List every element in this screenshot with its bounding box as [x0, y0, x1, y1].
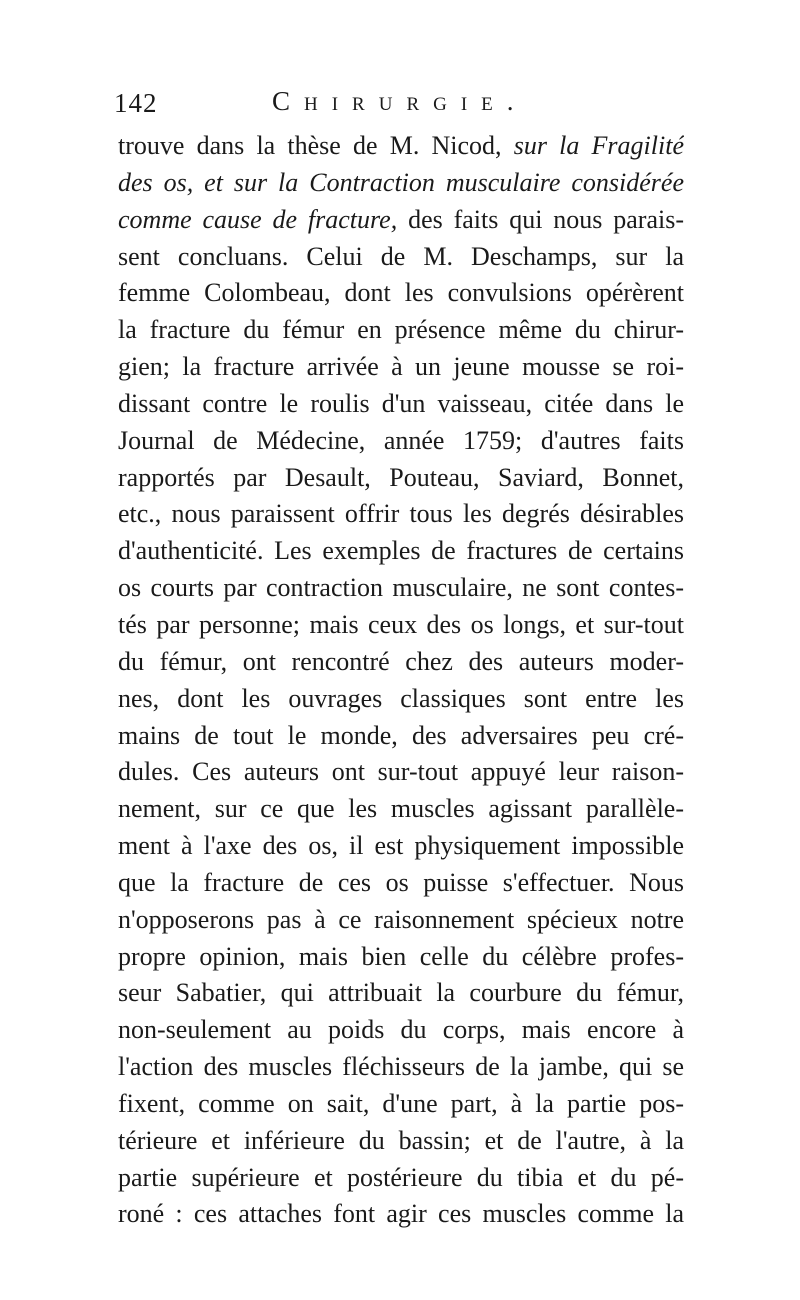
text-line — [118, 386, 684, 423]
italic-text: sur la Fragilité — [513, 131, 684, 160]
text-line — [118, 939, 684, 976]
text-line — [118, 275, 684, 312]
text-segment: térieure et inférieure du bassin; et de l'autre, à la — [118, 1125, 684, 1155]
text-segment: n'opposerons pas à ce raisonnement spécieux notre — [118, 904, 684, 934]
text-line — [118, 1012, 684, 1049]
text-line — [118, 570, 684, 607]
text-line — [118, 1123, 684, 1160]
text-segment: mains de tout le monde, des adversaires peu cré- — [118, 720, 684, 750]
text-line — [118, 681, 684, 718]
text-segment: sent concluans. Celui de M. Deschamps, sur la — [118, 241, 684, 271]
text-segment: que la fracture de ces os puisse s'effectuer. Nous — [118, 867, 684, 897]
text-segment: seur Sabatier, qui attribuait la courbure du fémur, — [118, 978, 684, 1008]
text-segment: dules. Ces auteurs ont sur-tout appuyé leur raison- — [118, 757, 684, 787]
page-number: 142 — [114, 88, 158, 118]
text-segment: non-seulement au poids du corps, mais encore à — [118, 1015, 684, 1045]
text-line — [118, 828, 684, 865]
text-line — [118, 902, 684, 939]
text-line — [118, 533, 684, 570]
text-line — [118, 1086, 684, 1123]
text-line — [118, 754, 684, 791]
text-segment: Journal de Médecine, année 1759; d'autres faits — [118, 425, 684, 455]
text-line — [118, 975, 684, 1012]
running-title: Chirurgie. — [272, 86, 528, 116]
text-segment: nes, dont les ouvrages classiques sont entre les — [118, 683, 684, 713]
text-segment: rapportés par Desault, Pouteau, Saviard, Bonnet, — [118, 462, 684, 492]
text-line — [118, 865, 684, 902]
text-segment: propre opinion, mais bien celle du célèbre profes- — [118, 941, 684, 971]
text-segment: fixent, comme on sait, d'une part, à la partie pos- — [118, 1088, 684, 1118]
text-line — [118, 165, 684, 202]
text-segment: femme Colombeau, dont les convulsions opérèrent — [118, 278, 684, 308]
text-segment: roné : ces attaches font agir ces muscles comme la — [118, 1199, 684, 1229]
text-segment: trouve dans la thèse de M. Nicod, — [118, 131, 514, 160]
text-line — [118, 607, 684, 644]
text-segment: du fémur, ont rencontré chez des auteurs moder- — [118, 646, 684, 676]
text-segment: l'action des muscles fléchisseurs de la jambe, qui se — [118, 1052, 684, 1082]
text-line — [118, 1049, 684, 1086]
text-segment: dissant contre le roulis d'un vaisseau, citée dans le — [118, 388, 684, 418]
text-segment: nement, sur ce que les muscles agissant parallèle- — [118, 794, 684, 824]
text-line — [118, 128, 684, 165]
text-segment: ment à l'axe des os, il est physiquement impossible — [118, 831, 684, 861]
text-line — [118, 1160, 684, 1197]
text-line — [118, 644, 684, 681]
text-segment: etc., nous paraissent offrir tous les degrés désirables — [118, 499, 684, 529]
text-segment: d'authenticité. Les exemples de fractures de certains — [118, 536, 684, 566]
text-line — [118, 202, 684, 239]
text-segment: gien; la fracture arrivée à un jeune mousse se roi- — [118, 352, 684, 382]
italic-text: des os, et sur la Contraction musculaire considérée — [118, 167, 684, 197]
text-line — [118, 1196, 684, 1233]
text-line — [118, 791, 684, 828]
text-segment: tés par personne; mais ceux des os longs, et sur-tout — [118, 609, 684, 639]
text-line — [118, 496, 684, 533]
text-line — [118, 239, 684, 276]
text-segment: partie supérieure et postérieure du tibia et du pé- — [118, 1162, 684, 1192]
text-line — [118, 312, 684, 349]
italic-text: comme cause de fracture, — [118, 204, 398, 234]
running-head — [114, 84, 694, 124]
body-text — [118, 128, 684, 1233]
text-line — [118, 718, 684, 755]
text-segment: des faits qui nous parais- — [397, 204, 684, 234]
text-segment: la fracture du fémur en présence même du chirur- — [118, 315, 684, 345]
text-line — [118, 423, 684, 460]
text-segment: os courts par contraction musculaire, ne sont contes- — [118, 573, 684, 603]
text-line — [118, 460, 684, 497]
text-line — [118, 349, 684, 386]
